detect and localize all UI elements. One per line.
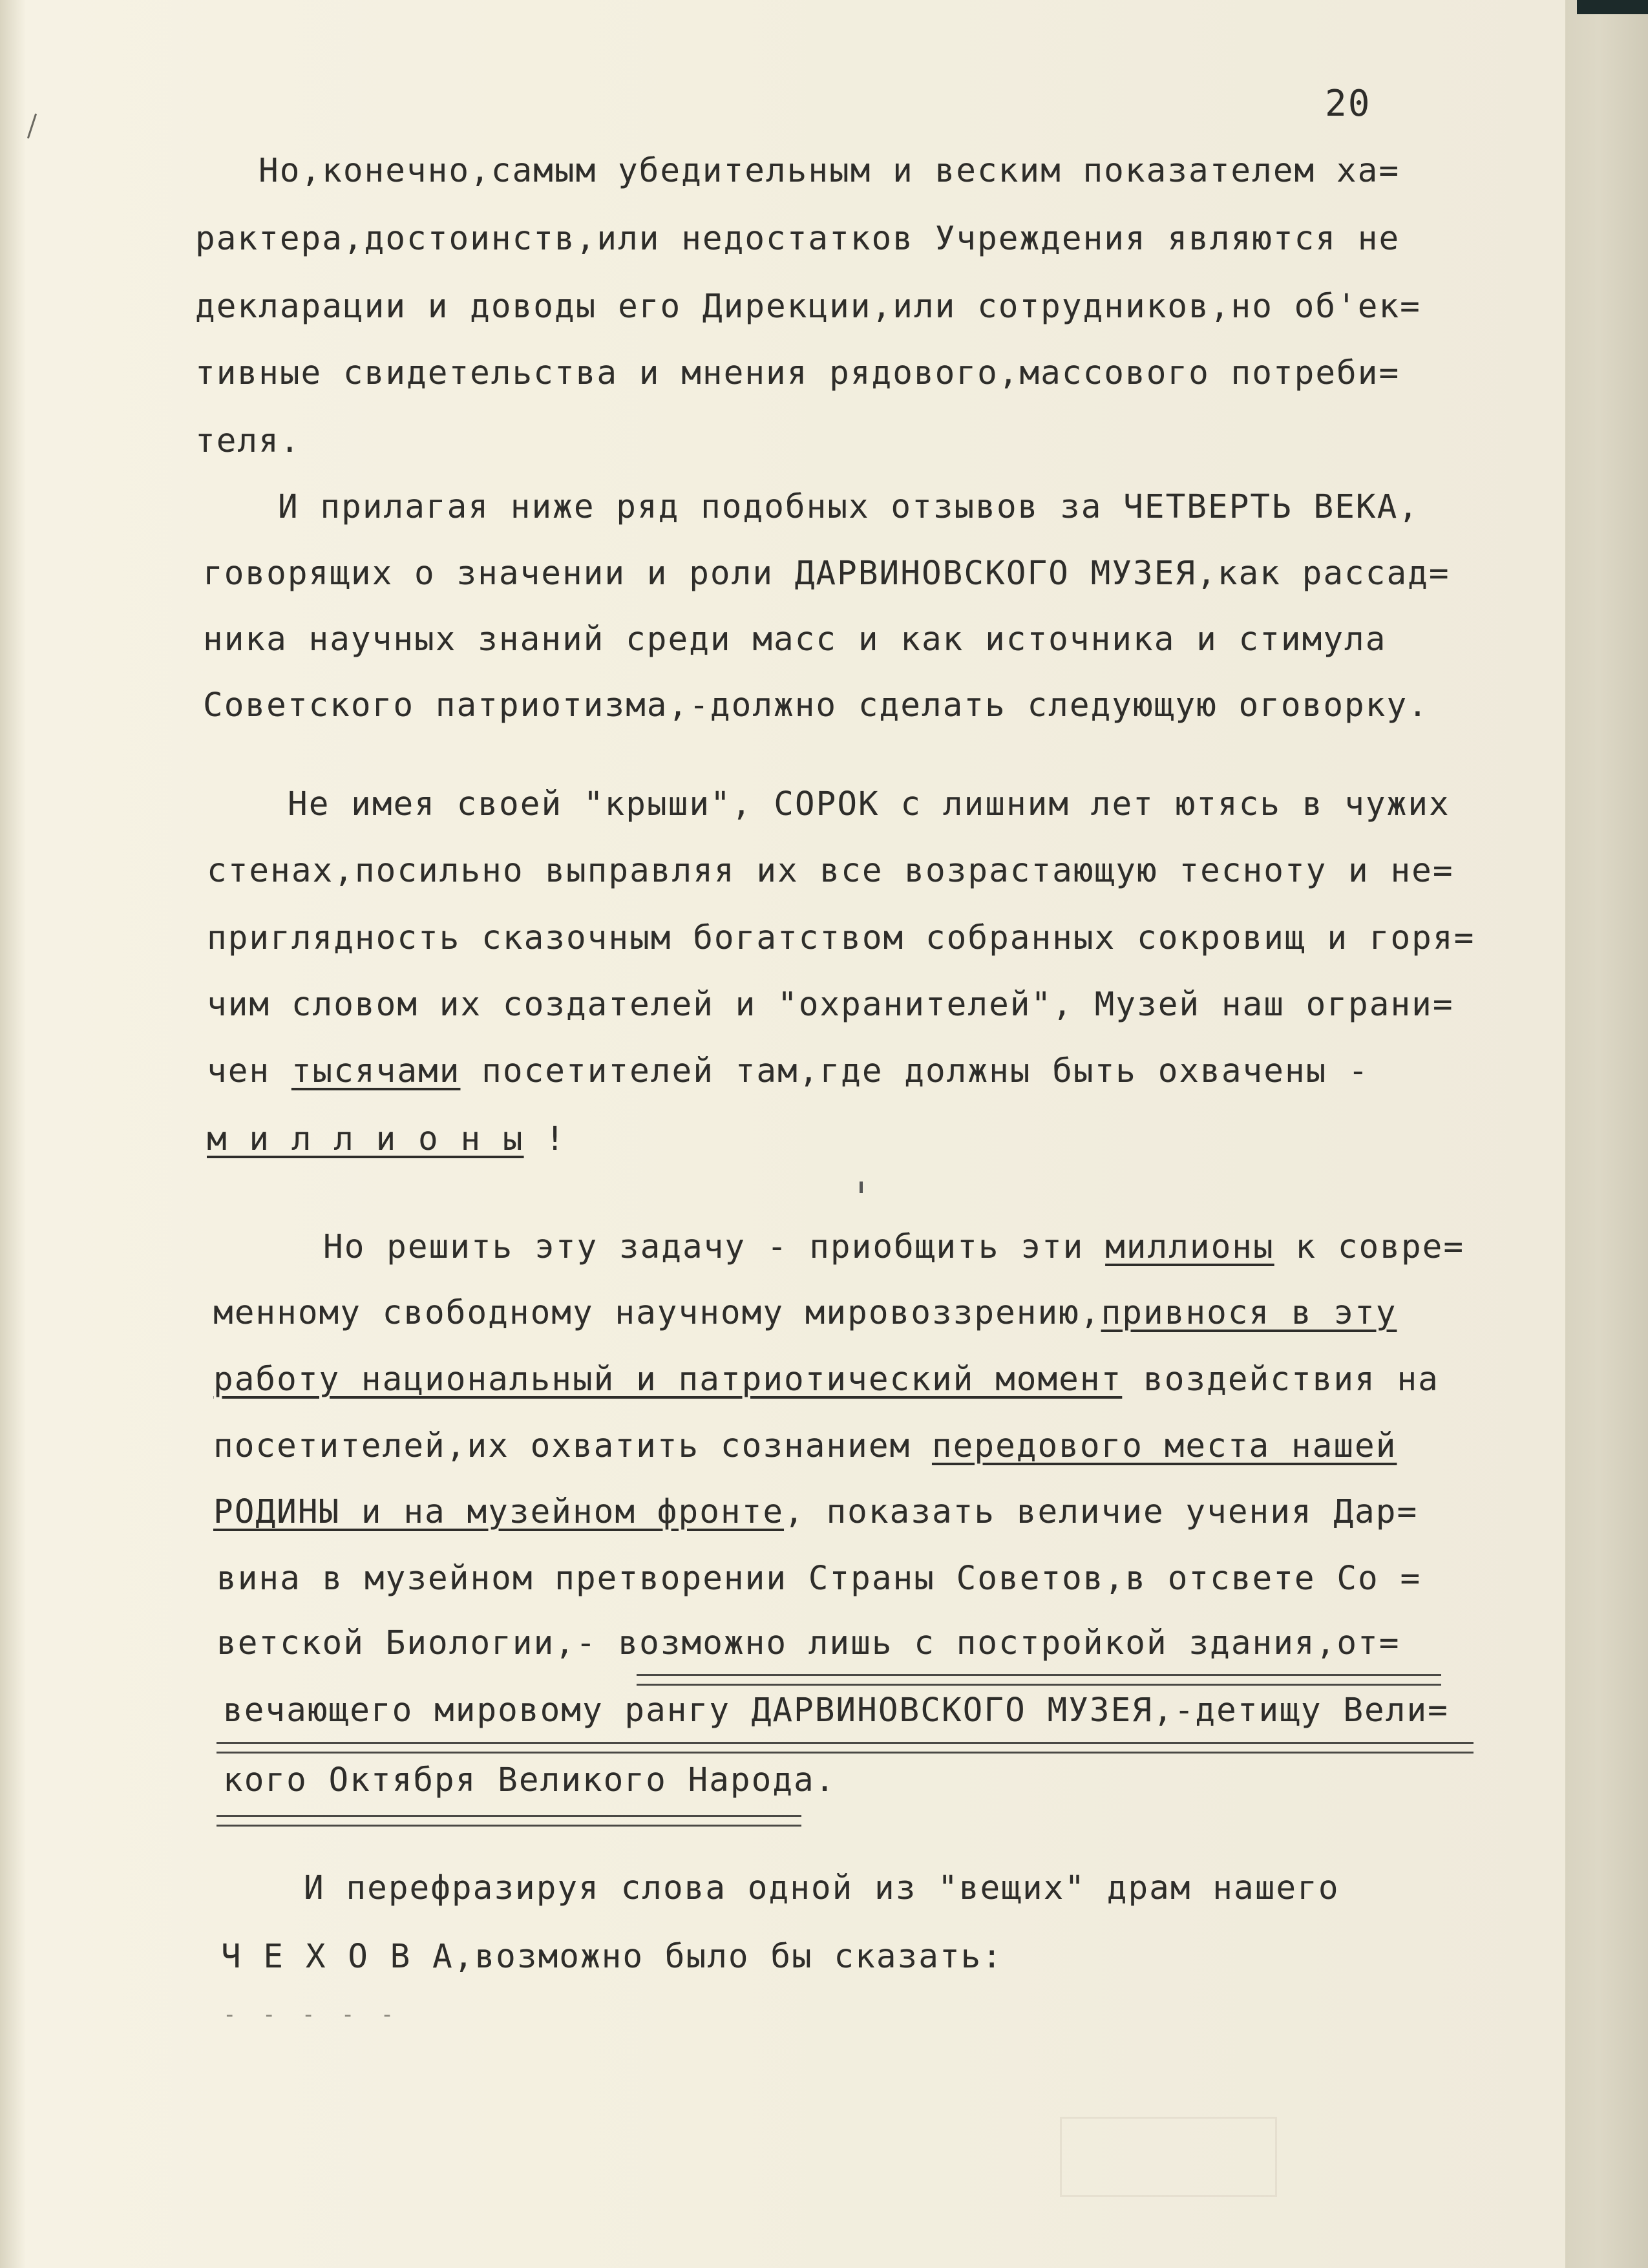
paragraph-line: И перефразируя слова одной из "вещих" драм нашего [304,1869,1340,1907]
paragraph-line [213,1424,1397,1469]
underlined-text: тысячами [291,1052,461,1090]
underlined-text: м и л л и о н ы [207,1120,524,1158]
paragraph-line [323,1225,1464,1270]
paragraph-line: Не имея своей "крыши", СОРОК с лишним лет ютясь в чужих [288,785,1450,823]
line-text: менному свободному научному мировоззрению, [213,1294,1101,1332]
paragraph-line: тивные свидетельства и мнения рядового,массового потреби= [195,354,1400,392]
faded-archive-stamp [1060,2117,1277,2197]
paragraph-line: Советского патриотизма,-должно сделать следующую оговорку. [203,686,1429,725]
paragraph-line: теля. [195,422,301,460]
paragraph-line: Но,конечно,самым убедительным и веским показателем ха= [259,152,1400,190]
paragraph-line [207,1117,566,1162]
paragraph-line: приглядность сказочным богатством собранных сокровищ и горя= [207,919,1475,957]
paragraph-line: декларации и доводы его Дирекции,или сотрудников,но об'ек= [195,288,1421,326]
paragraph-line: рактера,достоинств,или недостатков Учреждения являются не [195,220,1400,258]
paragraph-line: И прилагая ниже ряд подобных отзывов за ЧЕТВЕРТЬ ВЕКА, [278,488,1420,526]
line-text: ! [523,1120,566,1158]
paragraph-line: кого Октября Великого Народа. [223,1761,836,1799]
paragraph-line: вина в музейном претворении Страны Советов,в отсвете Со = [217,1560,1422,1598]
scanner-background [1565,0,1648,2268]
double-underline [637,1674,1441,1686]
line-text: чен [207,1052,291,1090]
paragraph-line: Ч Е Х О В А,возможно было бы сказать: [221,1938,1004,1976]
underlined-text: передового места нашей [931,1427,1397,1465]
scanner-corner [1577,0,1648,14]
line-text: посетителей,их охватить сознанием [213,1427,932,1465]
page-number: 20 [1325,83,1371,125]
paragraph-line: говорящих о значении и роли ДАРВИНОВСКОГО МУЗЕЯ,как рассад= [203,555,1450,593]
paragraph-line [213,1357,1439,1403]
underlined-text: миллионы [1105,1228,1274,1266]
double-underline [217,1815,801,1827]
paragraph-line: стенах,посильно выправляя их все возрастающую тесноту и не= [207,852,1454,890]
paragraph-line [207,1049,1369,1094]
faint-dash-marks: - - - - - [223,2002,401,2028]
line-text: Но решить эту задачу - приобщить эти [323,1228,1106,1266]
paragraph-line: ветской Биологии,- возможно лишь с постройкой здания,от= [217,1624,1400,1662]
paragraph-line [213,1490,1418,1535]
paragraph-line: чим словом их создателей и "охранителей", Музей наш ограни= [207,986,1454,1024]
paragraph-line [213,1291,1397,1336]
line-text: , показать величие учения Дар= [784,1493,1419,1531]
line-text: воздействия на [1122,1361,1439,1399]
underlined-text: работу национальный и патриотический момент [213,1361,1123,1399]
stray-pen-mark [860,1182,863,1193]
underlined-text: РОДИНЫ и на музейном фронте [213,1493,785,1531]
underlined-text: привнося в эту [1101,1294,1397,1332]
line-text: посетителей там,где должны быть охвачены - [460,1052,1369,1090]
double-underline [217,1742,1474,1754]
line-text: к совре= [1274,1228,1465,1266]
paragraph-line: вечающего мировому рангу ДАРВИНОВСКОГО МУЗЕЯ,-детищу Вели= [223,1691,1449,1730]
paragraph-line: ника научных знаний среди масс и как источника и стимула [203,620,1387,659]
